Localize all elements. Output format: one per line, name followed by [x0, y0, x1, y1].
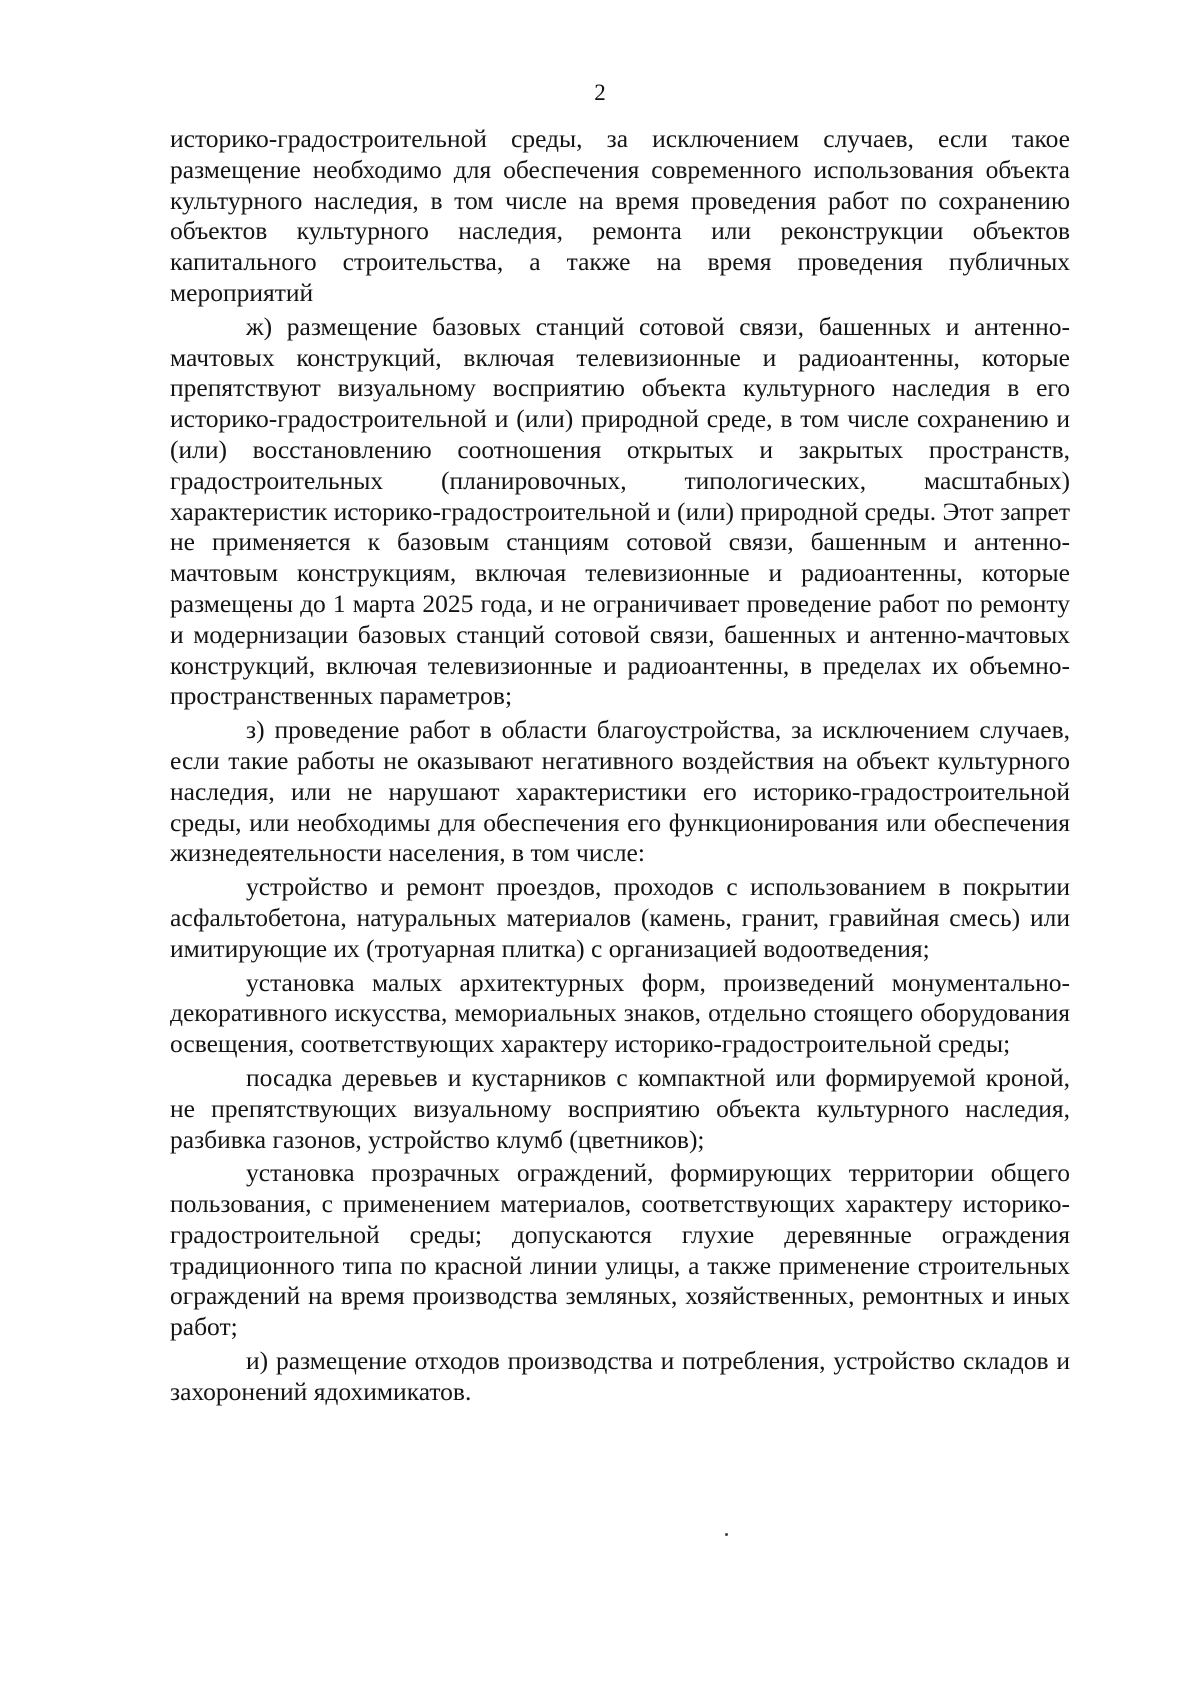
scan-artifact-dot [725, 1533, 728, 1536]
paragraph-continuation: историко-градостроительной среды, за исключением случаев, если такое размещение необходимо для обеспечения современного использования объекта культурного наследия, в том числе на время проведения работ по сохранению объектов культурного наследия, ремонта или реконструкции объектов капитального строительства, а также на время проведения публичных мероприятий [170, 124, 1070, 307]
paragraph-subitem-small-forms: установка малых архитектурных форм, произведений монументально-декоративного искусства, мемориальных знаков, отдельно стоящего оборудования освещения, соответствующих характеру историко-градостроительной среды; [170, 967, 1070, 1059]
paragraph-subitem-planting: посадка деревьев и кустарников с компактной или формируемой кроной, не препятствующих визуальному восприятию объекта культурного наследия, разбивка газонов, устройство клумб (цветников); [170, 1062, 1070, 1154]
paragraph-item-i: и) размещение отходов производства и потребления, устройство складов и захоронений ядохимикатов. [170, 1346, 1070, 1406]
paragraph-subitem-roads: устройство и ремонт проездов, проходов с использованием в покрытии асфальтобетона, натуральных материалов (камень, гранит, гравийная смесь) или имитирующие их (тротуарная плитка) с организацией водоотведения; [170, 872, 1070, 963]
document-body [170, 124, 1070, 1411]
paragraph-item-zh: ж) размещение базовых станций сотовой связи, башенных и антенно-мачтовых конструкций, включая телевизионные и радиоантенны, которые препятствуют визуальному восприятию объекта культурного наследия в его историко-градостроительной и (или) природной среде, в том числе сохранению и (или) восстановлению соотношения открытых и закрытых пространств, градостроительных (планировочных, типологических, масштабных) характеристик историко-градостроительной и (или) природной среды. Этот запрет не применяется к базовым станциям сотовой связи, башенным и антенно-мачтовым конструкциям, включая телевизионные и радиоантенны, которые размещены до 1 марта 2025 года, и не ограничивает проведение работ по ремонту и модернизации базовых станций сотовой связи, башенных и антенно-мачтовых конструкций, включая телевизионные и радиоантенны, в пределах их объемно-пространственных параметров; [170, 311, 1070, 711]
page-number: 2 [594, 80, 606, 105]
paragraph-subitem-fencing: установка прозрачных ограждений, формирующих территории общего пользования, с применением материалов, соответствующих характеру историко-градостроительной среды; допускаются глухие деревянные ограждения традиционного типа по красной линии улицы, а также применение строительных ограждений на время производства земляных, хозяйственных, ремонтных и иных работ; [170, 1158, 1070, 1342]
paragraph-item-z: з) проведение работ в области благоустройства, за исключением случаев, если такие работы не оказывают негативного воздействия на объект культурного наследия, или не нарушают характеристики его историко-градостроительной среды, или необходимы для обеспечения его функционирования или обеспечения жизнедеятельности населения, в том числе: [170, 715, 1070, 868]
